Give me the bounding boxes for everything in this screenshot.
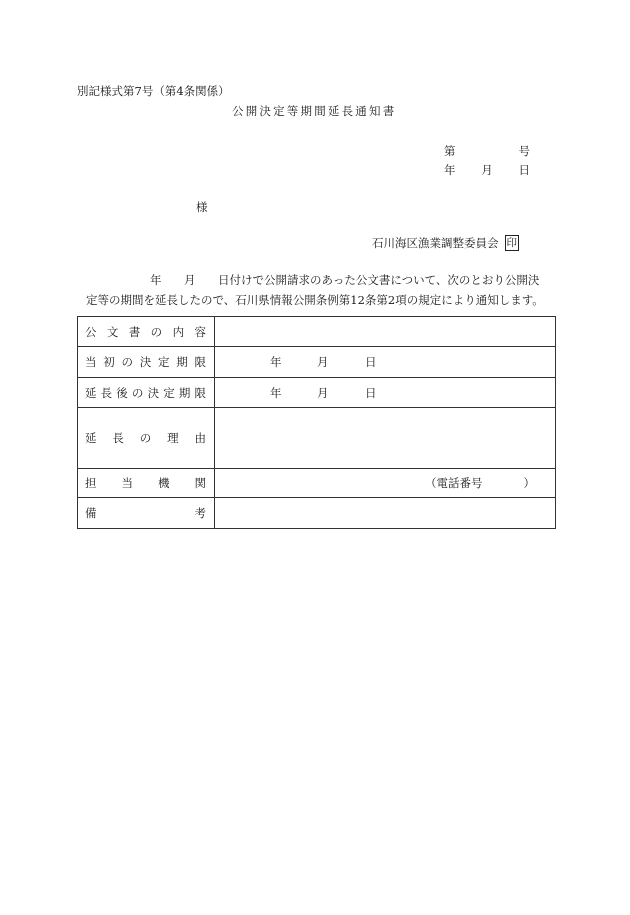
- row-label-responsible-agency: 担 当 機 関: [85, 476, 206, 490]
- table-row: [78, 317, 556, 347]
- label-cell: [78, 469, 215, 498]
- body-year: 年: [150, 273, 162, 287]
- body-line-2: 定等の期間を延長したので、石川県情報公開条例第12条第2項の規定により通知します。: [86, 293, 544, 307]
- form-reference: 別記様式第7号（第4条関係）: [77, 84, 230, 98]
- body-line1-text: 日付けで公開請求のあった公文書について、次のとおり公開決: [218, 273, 540, 287]
- date-month: 月: [481, 163, 493, 177]
- row-label-extension-reason: 延 長 の 理 由: [85, 431, 206, 445]
- table-row: [78, 378, 556, 408]
- sender-line: [372, 235, 519, 251]
- label-cell: [78, 317, 215, 347]
- extension-reason-value: [215, 408, 556, 469]
- sender-name: 石川海区漁業調整委員会: [372, 236, 499, 250]
- label-cell: [78, 378, 215, 408]
- number-dai: 第: [444, 144, 456, 158]
- label-cell: [78, 347, 215, 378]
- table-row: [78, 408, 556, 469]
- date-day: 日: [518, 163, 530, 177]
- responsible-agency-value: [215, 469, 556, 498]
- number-go: 号: [518, 144, 530, 158]
- phone-label: （電話番号: [425, 476, 483, 490]
- document-title: 公開決定等期間延長通知書: [232, 104, 397, 118]
- phone-close-paren: ）: [523, 476, 535, 490]
- table-row: [78, 347, 556, 378]
- label-cell: [78, 498, 215, 529]
- document-content-value: [215, 317, 556, 347]
- label-cell: [78, 408, 215, 469]
- document-number-line: [444, 143, 530, 159]
- initial-year: 年: [270, 355, 282, 369]
- row-label-document-content: 公 文 書 の 内 容: [85, 324, 206, 339]
- initial-deadline-value: [215, 347, 556, 378]
- document-date-line: [444, 162, 530, 178]
- remarks-value: [215, 498, 556, 529]
- initial-month: 月: [317, 355, 329, 369]
- body-line-1: [150, 272, 539, 288]
- table-row: [78, 498, 556, 529]
- extended-month: 月: [317, 385, 329, 400]
- date-year: 年: [444, 163, 456, 177]
- extended-year: 年: [270, 385, 282, 400]
- body-month: 月: [184, 273, 196, 287]
- seal-stamp: 印: [506, 237, 517, 249]
- extended-deadline-value: [215, 378, 556, 408]
- initial-day: 日: [365, 355, 377, 369]
- recipient-suffix: 様: [196, 200, 208, 214]
- row-label-initial-deadline: 当 初 の 決 定 期 限: [85, 355, 206, 369]
- row-label-remarks: 備 考: [85, 506, 206, 520]
- extended-day: 日: [365, 385, 377, 400]
- notice-table: [77, 316, 556, 529]
- row-label-extended-deadline: 延 長 後 の 決 定 期 限: [85, 385, 206, 400]
- table-row: [78, 469, 556, 498]
